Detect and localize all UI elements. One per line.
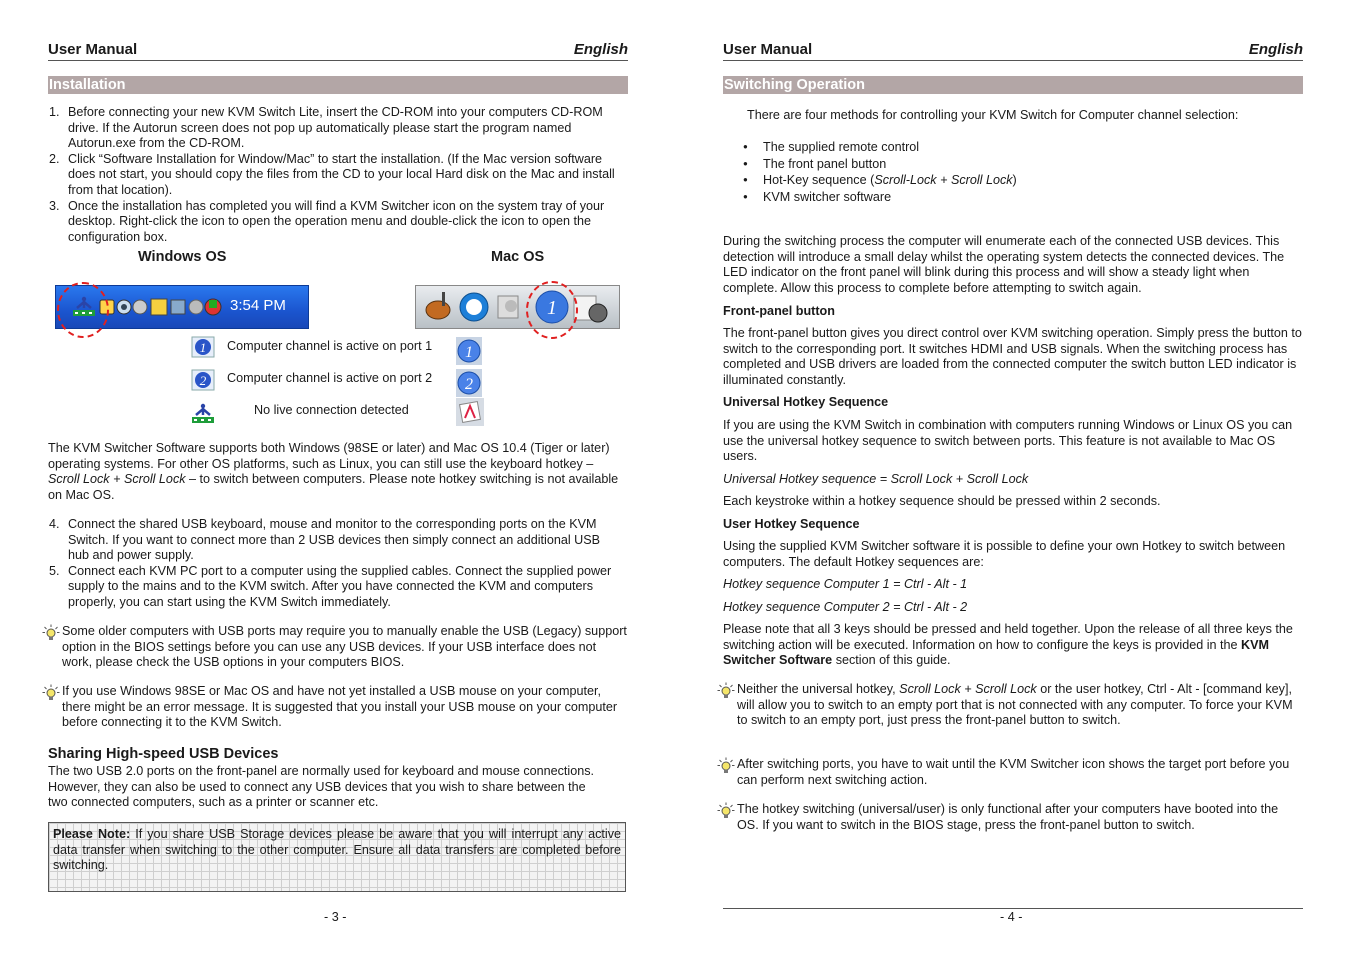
mac-dock: [415, 285, 620, 329]
universal-hotkey-title: Universal Hotkey Sequence: [723, 395, 889, 409]
methods-list: [723, 139, 1283, 205]
hotkey-sequence-computer-2: Hotkey sequence Computer 2 = Ctrl - Alt - 2: [723, 600, 968, 614]
lightbulb-icon: [717, 802, 735, 820]
section-title-switching: Switching Operation: [723, 76, 1303, 94]
section-title-installation: Installation: [48, 76, 628, 94]
no-connection-icon-windows: [191, 403, 215, 425]
legend-port-2: Computer channel is active on port 2: [227, 371, 433, 385]
header-title: User Manual: [723, 41, 813, 58]
svg-text:1: 1: [199, 340, 207, 355]
dock-app-icon: [574, 296, 607, 322]
page-header: [723, 40, 1303, 61]
lightbulb-icon: [717, 757, 735, 775]
page-header: [48, 40, 628, 61]
list-item: ● The front panel button: [723, 156, 1283, 173]
highlight-ring-windows: [57, 282, 109, 338]
front-panel-title: Front-panel button: [723, 304, 835, 318]
svg-text:1: 1: [547, 297, 557, 319]
mac-os-label: Mac OS: [491, 249, 545, 265]
installation-steps-continued: [48, 517, 622, 611]
step-item: 1. Before connecting your new KVM Switch Lite, insert the CD-ROM into your computers CD-ROM drive. If the Autorun screen does not pop up automatically please start the program named Autorun.exe from the CD-ROM.: [49, 105, 603, 151]
no-connection-icon-mac: [456, 398, 484, 426]
tray-app-icon: [100, 299, 221, 315]
legend-port-1: Computer channel is active on port 1: [227, 339, 433, 353]
sharing-paragraph: The two USB 2.0 ports on the front-panel are normally used for keyboard and mouse connections. However, they can also be used to connect any USB devices that you wish to share between the two connected computers, such as a printer or scanner etc.: [48, 764, 595, 810]
hotkey-sequence-computer-1: Hotkey sequence Computer 1 = Ctrl - Alt - 1: [723, 577, 968, 591]
highlight-ring-mac: [526, 281, 578, 339]
universal-hotkey-sequence: Universal Hotkey sequence = Scroll Lock + Scroll Lock: [723, 472, 1029, 486]
header-language: English: [1248, 41, 1303, 58]
tip-bios-stage: The hotkey switching (universal/user) is only functional after your computers have booted into the OS. If you want to switch in the BIOS stage, press the front-panel button to switch.: [723, 802, 1303, 833]
tip-legacy-usb: Some older computers with USB ports may require you to manually enable the USB (Legacy) support option in the BIOS settings before you can use any USB devices. If your USB interface does not work, please check the USB options in your computers BIOS.: [48, 624, 628, 671]
port-1-active-icon-windows: [191, 336, 215, 358]
port-2-active-icon-mac: [456, 369, 482, 397]
tip-empty-port: Neither the universal hotkey, Scroll Lock + Scroll Lock or the user hotkey, Ctrl - Alt - [command key], will allow you to switch to an empty port that is not connected with any computer. To force your KVM to switch to an empty port, just press the front-panel button to switch.: [723, 682, 1303, 729]
universal-hotkey-paragraph: If you are using the KVM Switch in combination with computers running Windows or Linux OS you can use the universal hotkey sequence to switch between ports. This feature is not available to Mac OS users.: [723, 418, 1293, 464]
svg-text:2: 2: [465, 376, 473, 393]
step-item: 4. Connect the shared USB keyboard, mouse and monitor to the corresponding ports on the KVM Switch. If you want to connect more than 2 USB devices then simply connect an additional USB hub and power supply.: [49, 517, 601, 563]
enumeration-paragraph: During the switching process the computer will enumerate each of the connected USB devices. This detection will introduce a small delay whilst the operating system detects the connected devices. The LED indicator on the front panel will blink during this process and will show a steady light when complete. Allow this process to complete before attempting to switch again.: [723, 234, 1285, 295]
front-panel-paragraph: The front-panel button gives you direct control over KVM switching operation. Simply press the button to switch to the corresponding port. It switches HDMI and USB signals. When the switching process has completed and USB drivers are loaded from the connected computer the switch button LED indicator is illuminated constantly.: [723, 326, 1302, 387]
keystroke-note: Each keystroke within a hotkey sequence should be pressed within 2 seconds.: [723, 494, 1161, 508]
step-item: 3. Once the installation has completed you will find a KVM Switcher icon on the system tray of your desktop. Right-click the icon to open the operation menu and double-click the icon to open the configuration box.: [49, 198, 605, 244]
lightbulb-icon: [42, 684, 60, 702]
installation-steps: [48, 105, 622, 245]
header-title: User Manual: [48, 41, 138, 58]
page-number: - 4 -: [1000, 910, 1023, 924]
user-hotkey-paragraph: Using the supplied KVM Switcher software it is possible to define your own Hotkey to switch between computers. The default Hotkey sequences are:: [723, 539, 1286, 569]
lightbulb-icon: [717, 682, 735, 700]
note-text: If you share USB Storage devices please be aware that you will interrupt any active data transfer when switching to the other computer. Ensure all data transfers are completed before switching.: [53, 827, 622, 873]
windows-os-label: Windows OS: [138, 249, 227, 265]
list-item: ● KVM switcher software: [723, 189, 1283, 206]
footer-rule: [723, 908, 1303, 909]
tip-usb-mouse: If you use Windows 98SE or Mac OS and have not yet installed a USB mouse on your computer, there might be an error message. It is suggested that you install your USB mouse on your computer before connecting it to the KVM Switch.: [48, 684, 628, 731]
step-item: 5. Connect each KVM PC port to a computer using the supplied cables. Connect the supplied power supply to the mains and to the KVM switch. After you have connected the KVM and computers properly, you can start using the KVM Switch immediately.: [49, 563, 612, 609]
user-hotkey-title: User Hotkey Sequence: [723, 517, 860, 531]
page-3: [48, 0, 628, 954]
os-support-paragraph: The KVM Switcher Software supports both Windows (98SE or later) and Mac OS 10.4 (Tiger or later) operating systems. For other OS platforms, such as Linux, you can still use the keyboard hotkey – Scroll Lock + Scroll Lock – to switch between computers. Please note hotkey switching is not available on Mac OS.: [48, 441, 619, 502]
note-label: Please Note:: [53, 827, 131, 841]
svg-text:1: 1: [465, 344, 473, 361]
taskbar-clock: 3:54 PM: [230, 297, 286, 314]
lightbulb-icon: [42, 624, 60, 642]
methods-intro: There are four methods for controlling your KVM Switch for Computer channel selection:: [747, 108, 1239, 122]
step-item: 2. Click “Software Installation for Window/Mac” to start the installation. (If the Mac version software does not start, you should copy the files from the CD to your local Hard disk on the Mac and install from that location).: [49, 151, 615, 197]
list-item: ● Hot-Key sequence (Scroll-Lock + Scroll Lock): [723, 172, 1283, 189]
page-number: - 3 -: [324, 910, 347, 924]
port-1-active-icon-mac: [456, 337, 482, 365]
note-box: [48, 822, 626, 892]
svg-text:2: 2: [199, 373, 207, 388]
list-item: ● The supplied remote control: [723, 139, 1283, 156]
header-language: English: [573, 41, 628, 58]
dock-app-icon: [426, 292, 518, 321]
port-2-active-icon-windows: [191, 369, 215, 391]
sharing-title: Sharing High-speed USB Devices: [48, 746, 279, 762]
legend-no-connection: No live connection detected: [254, 403, 409, 417]
keys-paragraph: Please note that all 3 keys should be pressed and held together. Upon the release of all three keys the switching action will be executed. Information on how to configure the keys is provided in the KVM Switcher Software section of this guide.: [723, 622, 1293, 668]
page-4: [723, 0, 1303, 954]
tip-wait-icon: After switching ports, you have to wait until the KVM Switcher icon shows the target port before you can perform next switching action.: [723, 757, 1303, 788]
